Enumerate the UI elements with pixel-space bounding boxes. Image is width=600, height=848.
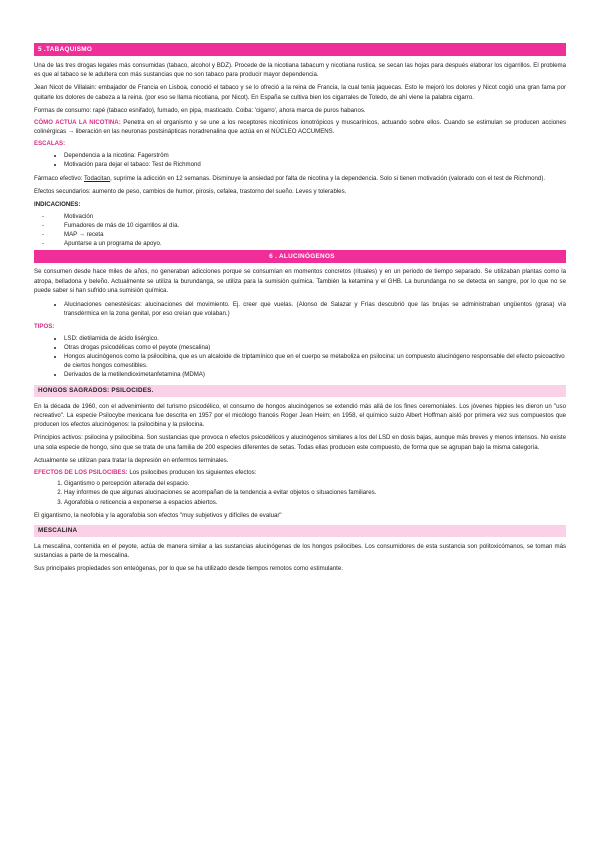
hongos-title: HONGOS SAGRADOS: PSILOCIDES. (34, 385, 566, 397)
farmaco-label: Fármaco efectivo: (34, 175, 85, 183)
list-item: 2. Hay informes de que algunas alucinaciones se acompañan de la tendencia a evitar objetos o situaciones familiares. (64, 488, 566, 497)
efectos-secundarios: Efectos secundarios: aumento de peso, cambios de humor, pirosis, cefalea, trastorno del sueño. Leves y tolerables. (34, 188, 347, 196)
formas-consumo: Formas de consumo: rapé (tabaco esnifado), fumado, en pipa, masticado. Coiba: 'cigarro', ahora marca de puros habanos. (34, 106, 366, 114)
list-item: 3. Agorafobia o reticencia a exponerse a espacios abiertos. (64, 498, 566, 507)
alucinogenos-intro: Se consumen desde hace miles de años, no generaban adicciones porque se consumían en momentos concretos (rituales) y en un periodo de tiempo separado. Se utilizaban plantas como la atropa, belladona y beleño. Actualmente se utiliza la burundanga, se utiliza para la sumisión química. También la ketamina y el GHB. La burundanga no se detecta en sangre, por lo que no se puede saber si han sufrido una sumisión química. (34, 268, 566, 294)
farmaco-paragraph (34, 174, 566, 183)
jean-nicot-paragraph: Jean Nicot de Villalain: embajador de Francia en Lisboa, conoció el tabaco y se lo ofreció a la reina de Francia, la cual tenía jaquecas. Esto le mejoró los dolores y Nicot cogió una gran fama por quitarle los dolores de cabeza a la reina. (por eso se llama nicotiana, por Nicot). En España se cultiva bien los cigarrales de Toledo, de ahí viene la palabra cigarro. (34, 84, 566, 101)
tabaco-intro: Una de las tres drogas legales más consumidas (tabaco, alcohol y BDZ). Procede de la nicotiana tabacum y nicotiana rustica, se secan las hojas para después elaborar los cigarrillos. El problema es que al tabaco se le adultera con más sustancias que no son tabaco para producir mayor dependencia. (34, 62, 566, 79)
list-item: • Dependencia a la nicotina: Fagerström (64, 151, 566, 160)
mescalina-title: MESCALINA (34, 525, 566, 537)
section-5-title: 5 .TABAQUISMO (34, 43, 566, 56)
farmaco-name: Todacitan (84, 175, 111, 183)
section-6-title: 6 . ALUCINÓGENOS (34, 250, 566, 263)
list-item: 1. Gigantismo o percepción alterada del espacio. (64, 479, 566, 488)
alucinaciones-list (34, 300, 566, 318)
nicotina-heading: CÓMO ACTUA LA NICOTINA: (34, 119, 121, 127)
hongos-paragraph-4: El gigantismo, la neofobia y la agorafobia son efectos "muy subjetivos y difíciles de evaluar" (34, 511, 282, 519)
mescalina-paragraph-1: La mescalina, contenida en el peyote, actúa de manera similar a las sustancias alucinógenas de los hongos psilocibes. Los consumidores de esta sustancia son politoxicómanos, se toman más sustancias a parte de la mescalina. (34, 542, 566, 560)
list-item: - Motivación (64, 212, 566, 221)
nicotina-paragraph (34, 118, 566, 136)
efectos-list (34, 479, 566, 507)
list-item: • Motivación para dejar el tabaco: Test de Richmond (64, 160, 566, 169)
list-item: • LSD: dietilamida de ácido lisérgico. (64, 334, 566, 343)
list-item: - Apuntarse a un programa de apoyo. (64, 239, 566, 248)
indicaciones-heading: INDICACIONES: (34, 201, 81, 209)
efectos-psilocibes-text: Los psilocibes producen los siguientes efectos: (127, 468, 257, 476)
efectos-psilocibes-heading: EFECTOS DE LOS PSILOCIBES: (34, 468, 128, 476)
list-item: • Derivados de la metilendioximetanfetamina (MDMA) (64, 370, 566, 379)
nicotina-text: Penetra en el organismo y se une a los receptores nicotínicos ionotrópicos y muscarínicos, actuando sobre ellos. Cuando se estimulan se producen acciones colinérgicas → liberación en las neuronas postsinápticas noradrenalina que actúa en el NÚCLEO ACCUMENS. (34, 119, 566, 136)
list-item: • Alucinaciones cenestésicas: alucinaciones del movimiento. Ej. creer que vuelas. (Alonso de Salazar y Frías descubrió que las brujas se administraban ungüentos (grasa) vía transdérmica en la zona genital, por eso creían que volaban.) (64, 300, 566, 318)
farmaco-text: , suprime la adicción en 12 semanas. Disminuye la ansiedad por falta de nicotina y la dependencia. Solo si tienen motivación (valorado con el test de Richmond). (110, 175, 546, 183)
tipos-heading: TIPOS: (34, 323, 55, 331)
list-item: • Otras drogas psicodélicas como el peyote (mescalina) (64, 343, 566, 352)
mescalina-paragraph-2: Sus principales propiedades son enteógenas, por lo que se ha utilizado desde tiempos remotos como estimulante. (34, 565, 343, 573)
efectos-psilocibes (34, 468, 566, 477)
tipos-list (34, 334, 566, 380)
escalas-list (34, 151, 566, 169)
hongos-paragraph-1: En la década de 1960, con el advenimiento del turismo psicodélico, el consumo de hongos alucinógenos se extendió más allá de los fines ceremoniales. Los jóvenes hippies les dieron un "uso recreativo". La especie Psilocybe mexicana fue descrita en 1957 por el micólogo francés Roger Jean Heim; en 1958, el químico suizo Albert Hoffman aisló por primera vez sus compuestos que producen los efectos alucinógenos: la psilocibina y la psilocina. (34, 402, 566, 429)
list-item: - Fumadores de más de 10 cigarrillos al día. (64, 221, 566, 230)
list-item: - MAP → receta (64, 230, 566, 239)
hongos-paragraph-3: Actualmente se utilizan para tratar la depresión en enfermos terminales. (34, 456, 229, 464)
escalas-heading: ESCALAS: (34, 140, 66, 148)
indicaciones-list (34, 212, 566, 249)
list-item: • Hongos alucinógenos como la psilocibina, que es un alcaloide de triptamínico que en el cuerpo se metaboliza en psilocina: un compuesto alucinógeno responsable del efecto psicoactivo de ciertos hongos comestibles. (64, 352, 566, 370)
hongos-paragraph-2: Principios activos: psilocina y psilocibina. Son sustancias que provoca n efectos psicodélicos y alucinógenos similares a los del LSD en dosis bajas, aunque más breves y menos intensos. No existe una sola especie de hongo, sino que se trata de una familia de 200 especies diferentes de setas. Todas ellas producen este compuesto, de forma que se agrupan bajo la misma categoría. (34, 434, 566, 451)
